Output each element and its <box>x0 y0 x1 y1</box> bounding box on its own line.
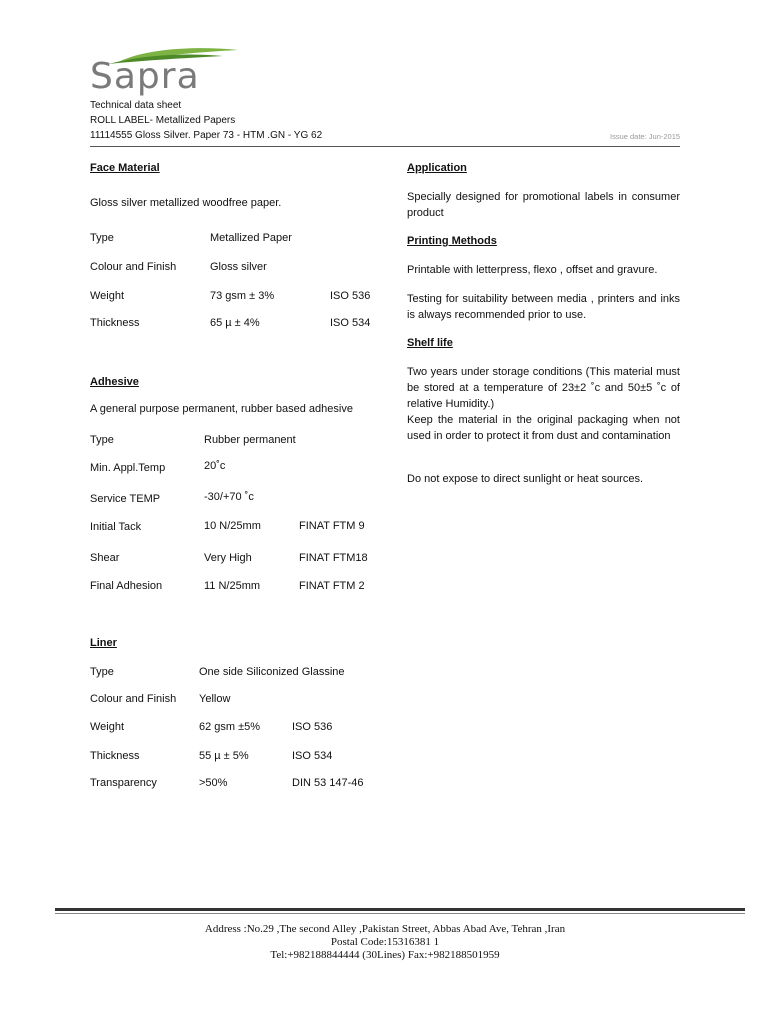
face-weight-label: Weight <box>90 290 125 302</box>
printing-testing-text: Testing for suitability between media , printers and inks is always recommended prior to use. <box>407 293 680 321</box>
liner-weight-std: ISO 536 <box>292 721 333 733</box>
face-weight-std: ISO 536 <box>330 290 371 302</box>
face-material-desc: Gloss silver metallized woodfree paper. <box>90 197 282 209</box>
face-colour-label: Colour and Finish <box>90 261 177 273</box>
shelf-life-sunlight: Do not expose to direct sunlight or heat sources. <box>407 473 644 485</box>
adhesive-type-label: Type <box>90 434 114 446</box>
adhesive-desc: A general purpose permanent, rubber based adhesive <box>90 403 353 415</box>
adhesive-minappl-value: 20˚c <box>204 460 226 472</box>
footer-phone-fax: Tel:+982188844444 (30Lines) Fax:+982188501959 <box>270 949 500 961</box>
shelf-life-heading: Shelf life <box>407 337 453 349</box>
issue-date: Issue date: Jun-2015 <box>610 132 681 141</box>
printing-methods-heading: Printing Methods <box>407 235 497 247</box>
adhesive-heading: Adhesive <box>90 376 139 388</box>
footer-postal-code: Postal Code:15316381 1 <box>330 936 440 948</box>
liner-transparency-std: DIN 53 147-46 <box>292 777 364 789</box>
product-category: ROLL LABEL- Metallized Papers <box>90 115 236 126</box>
liner-thickness-std: ISO 534 <box>292 750 333 762</box>
adhesive-final-std: FINAT FTM 2 <box>299 580 365 592</box>
adhesive-shear-label: Shear <box>90 552 120 564</box>
liner-colour-value: Yellow <box>199 693 231 705</box>
adhesive-tack-label: Initial Tack <box>90 521 142 533</box>
adhesive-shear-value: Very High <box>204 552 252 564</box>
liner-type-label: Type <box>90 666 114 678</box>
footer-divider <box>55 908 745 911</box>
face-type-value: Metallized Paper <box>210 232 292 244</box>
face-thickness-std: ISO 534 <box>330 317 371 329</box>
liner-weight-value: 62 gsm ±5% <box>199 721 261 733</box>
footer-address: Address :No.29 ,The second Alley ,Pakistan Street, Abbas Abad Ave, Tehran ,Iran <box>204 923 566 935</box>
face-thickness-label: Thickness <box>90 317 140 329</box>
header-divider <box>90 146 680 147</box>
adhesive-final-value: 11 N/25mm <box>204 580 261 592</box>
adhesive-tack-std: FINAT FTM 9 <box>299 520 365 532</box>
doc-type: Technical data sheet <box>90 100 182 111</box>
shelf-life-packaging: Keep the material in the original packaging when not used in order to protect it from dust and contamination <box>407 414 680 442</box>
footer-divider-thin <box>55 913 745 914</box>
adhesive-type-value: Rubber permanent <box>204 434 296 446</box>
liner-transparency-value: >50% <box>199 777 228 789</box>
logo-text: Sapra <box>90 56 200 97</box>
liner-colour-label: Colour and Finish <box>90 693 177 705</box>
face-weight-value: 73 gsm ± 3% <box>210 290 275 302</box>
adhesive-final-label: Final Adhesion <box>90 580 163 592</box>
liner-transparency-label: Transparency <box>90 777 157 789</box>
adhesive-tack-value: 10 N/25mm <box>204 520 261 532</box>
application-text: Specially designed for promotional labels in consumer product <box>407 191 680 219</box>
printing-methods-text: Printable with letterpress, flexo , offset and gravure. <box>407 264 658 276</box>
face-thickness-value: 65 µ ± 4% <box>210 317 260 329</box>
adhesive-service-value: -30/+70 ˚c <box>204 491 254 503</box>
liner-thickness-value: 55 µ ± 5% <box>199 750 249 762</box>
application-heading: Application <box>407 162 467 174</box>
product-code: 11114555 Gloss Silver. Paper 73 - HTM .GN - YG 62 <box>90 130 323 141</box>
liner-weight-label: Weight <box>90 721 125 733</box>
face-material-heading: Face Material <box>90 162 160 174</box>
liner-thickness-label: Thickness <box>90 750 140 762</box>
face-type-label: Type <box>90 232 114 244</box>
adhesive-minappl-label: Min. Appl.Temp <box>90 462 166 474</box>
logo <box>88 44 248 102</box>
shelf-life-storage: Two years under storage conditions (This material must be stored at a temperature of 23±2 ˚c and 50±5 ˚c of relative Humidity.) <box>407 366 680 410</box>
adhesive-service-label: Service TEMP <box>90 493 161 505</box>
face-colour-value: Gloss silver <box>210 261 267 273</box>
adhesive-shear-std: FINAT FTM18 <box>299 552 368 564</box>
liner-heading: Liner <box>90 637 117 649</box>
liner-type-value: One side Siliconized Glassine <box>199 666 345 678</box>
